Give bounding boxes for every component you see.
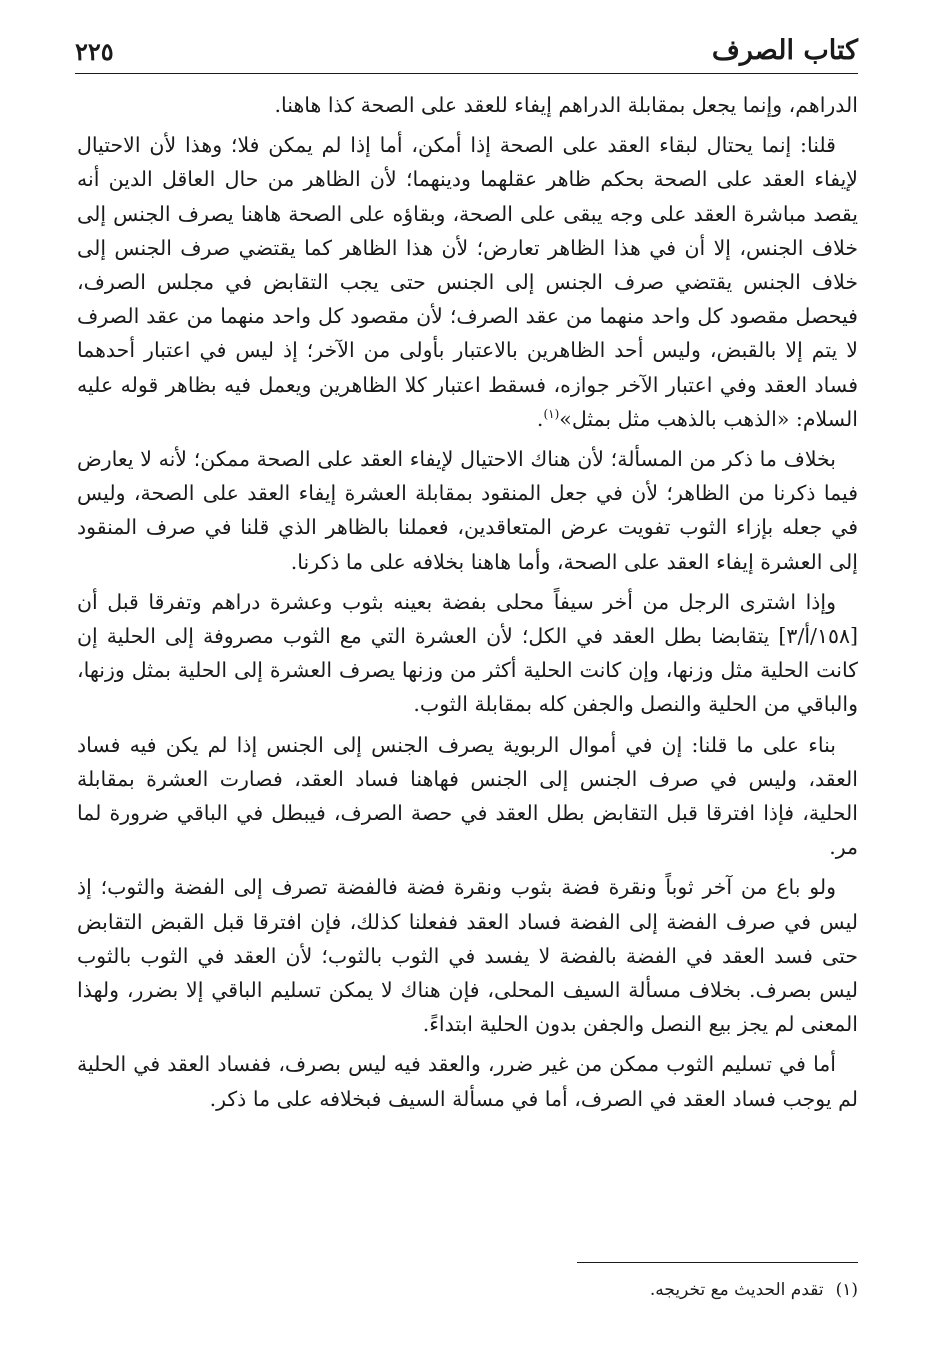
paragraph (77, 728, 858, 865)
footnote-reference[interactable]: (١) (543, 407, 560, 421)
page-number: ٢٢٥ (75, 37, 114, 66)
header-rule (75, 73, 858, 74)
main-text (77, 88, 858, 1122)
running-header (75, 32, 858, 74)
paragraph-text: ولو باع من آخر ثوباً ونقرة فضة بثوب ونقرة فضة فالفضة تصرف إلى الفضة والثوب؛ إذ ليس في صرف الفضة إلى الفضة فساد العقد ففعلنا كذلك، فإن افترقا قبل القبض التقابض حتى فسد العقد في الفضة بالفضة لا يفسد في الثوب بالثوب؛ لأن العقد في الثوب بالثوب ليس بصرف. بخلاف مسألة السيف المحلى، فإن هناك لا يمكن تسليم الباقي إلا بضرر، ولهذا المعنى لم يجز بيع النصل والجفن بدون الحلية ابتداءً. (77, 875, 858, 1037)
header-title: كتاب الصرف (711, 35, 858, 66)
paragraph (77, 88, 858, 122)
paragraph-text: الدراهم، وإنما يجعل بمقابلة الدراهم إيفاء للعقد على الصحة كذا هاهنا. (274, 93, 858, 117)
paragraph: قلنا: إنما يحتال لبقاء العقد على الصحة إذا أمكن، أما إذا لم يمكن فلا؛ وهذا لأن الاحتيال لإيفاء العقد على الصحة بحكم ظاهر عقلهما ودينهما؛ لأن الظاهر من حال العاقل الدين أنه يقصد مباشرة العقد على وجه يبقى على الصحة، وبقاؤه على الصحة هاهنا يصرف الجنس إلى خلاف الجنس، إلا أن في هذا الظاهر تعارض؛ لأن هذا الظاهر كما يقتضي صرف الجنس إلى خلاف الجنس يقتضي صرف الجنس إلى الجنس حتى يجب التقابض في مجلس الصرف، فيحصل مقصود كل واحد منهما من عقد الصرف؛ لأن مقصود كل واحد منهما من عقد الصرف لا يتم إلا بالقبض، وليس أحد الظاهرين بالاعتبار بأولى من الآخر؛ إذ ليس في اعتبار أحدهما فساد العقد وفي اعتبار الآخر جوازه، فسقط اعتبار كلا الظاهرين ويعمل فيه بظاهر قوله عليه السلام: «الذهب بالذهب مثل بمثل»$^{(١)}$. (77, 133, 858, 431)
footnote (650, 1278, 858, 1302)
footnote-number: (١) (835, 1280, 858, 1300)
paragraph (77, 585, 858, 722)
footnote-separator (577, 1262, 858, 1263)
footnote-text: تقدم الحديث مع تخريجه. (649, 1280, 824, 1300)
paragraph-text: بناء على ما قلنا: إن في أموال الربوية يصرف الجنس إلى الجنس إذا لم يكن فيه فساد العقد، وليس في صرف الجنس إلى الجنس فهاهنا فساد العقد، فصارت العشرة بمقابلة الحلية، فإذا افترقا قبل التقابض بطل العقد في حصة الصرف، فيبطل في الباقي ضرورة لما مر. (77, 732, 858, 860)
paragraph-text: أما في تسليم الثوب ممكن من غير ضرر، والعقد فيه ليس بصرف، ففساد العقد في الحلية لم يوجب فساد العقد في الصرف، أما في مسألة السيف فبخلافه على ما ذكر. (77, 1052, 858, 1111)
paragraph-text: قلنا: إنما يحتال لبقاء العقد على الصحة إذا أمكن، أما إذا لم يمكن فلا؛ وهذا لأن الاحتيال لإيفاء العقد على الصحة بحكم ظاهر عقلهما ودينهما؛ لأن الظاهر من حال العاقل الدين أنه يقصد مباشرة العقد على وجه يبقى على الصحة، وبقاؤه على الصحة هاهنا يصرف الجنس إلى خلاف الجنس، إلا أن في هذا الظاهر تعارض؛ لأن هذا الظاهر كما يقتضي صرف الجنس إلى خلاف الجنس يقتضي صرف الجنس إلى الجنس حتى يجب التقابض في مجلس الصرف، فيحصل مقصود كل واحد منهما من عقد الصرف؛ لأن مقصود كل واحد منهما من عقد الصرف لا يتم إلا بالقبض، وليس أحد الظاهرين بالاعتبار بأولى من الآخر؛ إذ ليس في اعتبار أحدهما فساد العقد وفي اعتبار الآخر جوازه، فسقط اعتبار كلا الظاهرين ويعمل فيه بظاهر قوله عليه السلام: «الذهب بالذهب مثل بمثل» (77, 133, 858, 431)
paragraph-text: وإذا اشترى الرجل من أخر سيفاً محلى بفضة بعينه بثوب وعشرة دراهم وتفرقا قبل أن [١٥٨/أ/٣] يتقابضا بطل العقد في الكل؛ لأن العشرة التي مع الثوب مصروفة إلى الحلية إن كانت الحلية مثل وزنها، وإن كانت الحلية أكثر من وزنها يصرف العشرة إلى الحلية بمثل وزنها، والباقي من الحلية والنصل والجفن كله بمقابلة الثوب. (77, 589, 858, 717)
paragraph (77, 442, 858, 579)
paragraph (77, 870, 858, 1041)
paragraph-text: بخلاف ما ذكر من المسألة؛ لأن هناك الاحتيال لإيفاء العقد على الصحة ممكن؛ لأنه لا يعارض فيما ذكرنا من الظاهر؛ لأن في جعل المنقود بمقابلة العشرة إيفاء العقد على الصحة، وليس في جعله بإزاء الثوب تفويت عرض المتعاقدين، فعملنا بالظاهر الذي قلنا في صرف المنقود إلى العشرة إيفاء العقد على الصحة، وأما هاهنا بخلافه على ما ذكرنا. (77, 447, 858, 574)
paragraph (77, 1047, 858, 1115)
